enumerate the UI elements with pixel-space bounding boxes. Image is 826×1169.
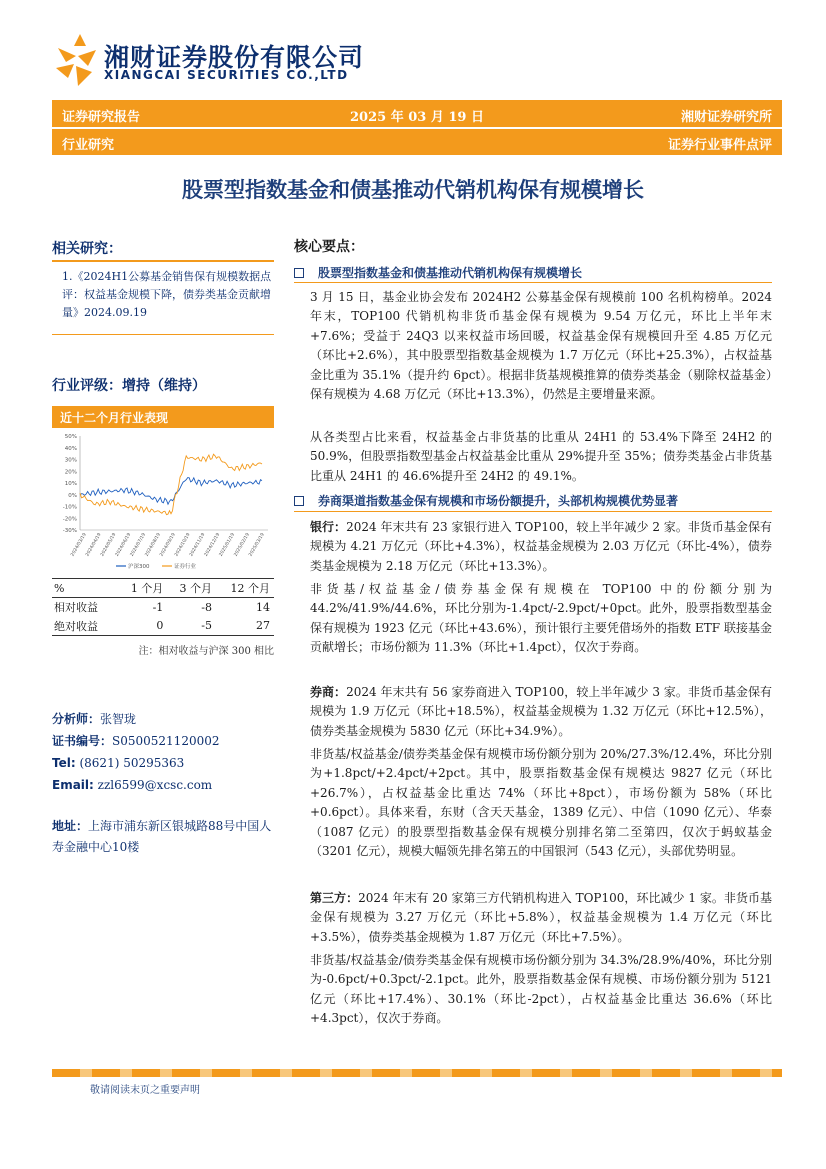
- y-tick-label: -30%: [62, 528, 77, 534]
- analyst-line: [52, 708, 220, 730]
- address-value: 上海市浦东新区银城路88号中国人寿金融中心10楼: [52, 819, 272, 854]
- cert-number: S0500521120002: [112, 734, 220, 748]
- related-research-title: 相关研究：: [52, 241, 122, 257]
- x-tick-label: 2024/11/19: [189, 532, 207, 558]
- disclaimer-note: 敬请阅读末页之重要声明: [90, 1085, 200, 1096]
- table-cell: -8: [201, 600, 212, 614]
- table-note: 注：相对收益与沪深 300 相比: [138, 646, 274, 657]
- core-points-title: 核心要点：: [294, 239, 364, 255]
- y-tick-label: 40%: [64, 445, 77, 452]
- paragraph: 非货基/权益基金/债券类基金保有规模市场份额分别为 20%/27.3%/12.4%，环比分别为+1.8pct/+2.4pct/+2pct。其中，股票指数基金保有规模达 9827 亿元（环比+26.7%），占权益基金比重达 74%（环比+8pct），市场份额为 58%（环比+0.6pct）。具体来看，东财（含天天基金，1389 亿元）、中信（1090 亿元）、华泰（1087 亿元）的股票型指数基金保有规模分别排名第二至第四，仅次于蚂蚁基金（3201 亿元），规模大幅领先排名第五的中国银河（543 亿元），头部优势明显。: [310, 747, 772, 859]
- y-tick-label: 50%: [64, 434, 77, 440]
- x-tick-label: 2024/12/19: [203, 532, 222, 558]
- tel-line: [52, 752, 220, 774]
- x-tick-label: 2024/03/19: [70, 532, 88, 558]
- cert-line: [52, 730, 220, 752]
- table-cell: 0: [119, 617, 168, 636]
- paragraph: [310, 683, 772, 741]
- table-header-cell: 1 个月: [119, 579, 168, 598]
- table-cell: 27: [216, 617, 274, 636]
- x-tick-label: 2024/04/19: [85, 532, 103, 558]
- paragraph: [310, 889, 772, 947]
- legend-label: 沪深300: [128, 564, 150, 570]
- section-heading-text: 股票型指数基金和债基推动代销机构保有规模增长: [318, 266, 583, 280]
- section-heading-text: 券商渠道指数基金保有规模和市场份额提升，头部机构规模优势显著: [318, 494, 679, 508]
- table-cell: -5: [167, 617, 216, 636]
- company-name-en: XIANGCAI SECURITIES CO.,LTD: [104, 68, 349, 82]
- x-tick-label: 2025/03/19: [248, 532, 266, 558]
- x-tick-label: 2024/07/19: [129, 532, 148, 558]
- company-logo-icon: [52, 32, 100, 88]
- table-row: [52, 598, 274, 617]
- x-tick-label: 2024/09/19: [159, 532, 177, 558]
- checkbox-bullet-icon: [294, 268, 304, 278]
- table-cell: 绝对收益: [52, 617, 119, 636]
- contact-info: [52, 708, 220, 796]
- performance-title: 近十二个月行业表现: [52, 406, 274, 428]
- legend-label: 证券行业: [174, 564, 197, 570]
- table-cell: -1: [152, 600, 164, 614]
- category-band: [52, 129, 782, 155]
- x-tick-label: 2024/10/19: [174, 532, 192, 558]
- report-type: 证券研究报告: [62, 110, 141, 125]
- table-row: [52, 617, 274, 636]
- table-header-cell: 12 个月: [216, 579, 274, 598]
- report-title: 股票型指数基金和债基推动代销机构保有规模增长: [182, 178, 644, 202]
- header-band: [52, 100, 782, 127]
- institute-name: 湘财证券研究所: [680, 110, 772, 125]
- y-tick-label: 10%: [64, 481, 77, 487]
- address: [52, 816, 282, 858]
- x-tick-label: 2025/02/19: [233, 532, 251, 558]
- category: 行业研究: [62, 138, 115, 153]
- industry-rating: 行业评级：增持（维持）: [52, 378, 206, 394]
- performance-table: [52, 578, 274, 636]
- analyst-label: 分析师：: [52, 712, 101, 726]
- address-label: 地址：: [52, 819, 89, 833]
- x-tick-label: 2024/06/19: [114, 532, 133, 558]
- x-tick-label: 2025/01/19: [218, 532, 237, 558]
- paragraph-text: 2024 年末共有 23 家银行进入 TOP100，较上半年减少 2 家。非货币基金保有规模为 4.21 万亿元（环比+4.3%），权益基金规模为 2.03 万亿元（环比-4%），债券类基金规模为 2.18 万亿元（环比+13.3%）。: [310, 520, 772, 573]
- cert-label: 证书编号：: [52, 734, 113, 748]
- series-line-2: [80, 454, 262, 515]
- related-research-item: 1.《2024H1公募基金销售保有规模数据点评：权益基金规模下降，债券类基金贡献增量》2024.09.19: [62, 270, 272, 319]
- paragraph: 非货基/权益基金/债券基金保有规模在 TOP100 中的份额分别为 44.2%/41.9%/44.6%，环比分别为-1.4pct/-2.9pct/+0pct。此外，股票指数型基金保有规模为 1923 亿元（环比+43.6%），预计银行主要凭借场外的指数 ETF 联接基金贡献增长；市场份额为 11.3%（环比+1.4pct），仅次于券商。: [310, 582, 772, 655]
- paragraph: 从各类型占比来看，权益基金占非货基的比重从 24H1 的 53.4%下降至 24H2 的 50.9%，但股票指数型基金占权益基金比重从 29%提升至 35%；债券类基金占非货基比重从 24H1 的 46.6%提升至 24H2 的 49.1%。: [310, 430, 772, 483]
- paragraph-lead: 第三方：: [310, 891, 359, 905]
- table-cell: 相对收益: [54, 601, 98, 615]
- y-tick-label: -10%: [62, 504, 77, 511]
- y-tick-label: 0%: [68, 492, 77, 499]
- paragraph: [310, 518, 772, 576]
- checkbox-bullet-icon: [294, 496, 304, 506]
- email-address: zzl6599@xcsc.com: [97, 778, 213, 792]
- paragraph-lead: 券商：: [310, 685, 347, 699]
- table-header-row: [52, 579, 274, 598]
- report-date: 2025 年 03 月 19 日: [350, 110, 484, 125]
- analyst-name: 张智珑: [100, 712, 137, 726]
- paragraph-text: 2024 年末有 20 家第三方代销机构进入 TOP100，环比减少 1 家。非货币基金保有规模为 3.27 万亿元（环比+5.8%），权益基金规模为 1.4 万亿元（环比+3.5%），债券类基金规模为 1.87 万亿元（环比+7.5%）。: [310, 891, 772, 944]
- y-tick-label: 30%: [64, 457, 77, 464]
- table-header-cell: %: [52, 579, 119, 598]
- divider: [52, 334, 274, 335]
- x-tick-label: 2024/05/19: [100, 532, 118, 558]
- x-tick-label: 2024/08/19: [144, 532, 162, 558]
- email-line: [52, 774, 220, 796]
- tel-number: (8621) 50295363: [79, 756, 185, 770]
- table-header-cell: 3 个月: [167, 579, 216, 598]
- tel-label: Tel:: [52, 756, 76, 770]
- table-cell: 14: [256, 600, 270, 614]
- company-name-cn: 湘财证券股份有限公司: [104, 43, 365, 72]
- y-tick-label: -20%: [62, 516, 77, 523]
- y-tick-label: 20%: [64, 469, 77, 476]
- footer-bar: [52, 1069, 782, 1077]
- section-heading-2: [294, 492, 678, 509]
- divider: [294, 511, 772, 512]
- performance-chart: [52, 430, 274, 572]
- divider: [52, 260, 274, 262]
- paragraph-text: 2024 年末共有 56 家券商进入 TOP100，较上半年减少 3 家。非货币基金保有规模为 1.9 万亿元（环比+18.5%），权益基金规模为 1.32 万亿元（环比+12.5%），债券类基金规模为 5830 亿元（环比+34.9%）。: [310, 685, 772, 738]
- section-heading-1: [294, 264, 582, 281]
- paragraph: 3 月 15 日，基金业协会发布 2024H2 公募基金保有规模前 100 名机构榜单。2024 年末，TOP100 代销机构非货币基金保有规模为 9.54 万亿元，环比上半年末+7.6%；受益于 24Q3 以来权益市场回暖，权益基金保有规模回升至 4.85 万亿元（环比+2.6%），其中股票型指数基金规模为 1.7 万亿元（环比+25.3%），占权益基金比重为 35.1%（提升约 6pct）。根据非货基规模推算的债券类基金（剔除权益基金）保有规模为 4.68 万亿元（环比+13.3%），仍然是主要增量来源。: [310, 290, 772, 402]
- paragraph: 非货基/权益基金/债券类基金保有规模市场份额分别为 34.3%/28.9%/40%，环比分别为-0.6pct/+0.3pct/-2.1pct。此外，股票指数基金保有规模、市场份额分别为 5121 亿元（环比+17.4%）、30.1%（环比-2pct），占权益基金比重达 36.6%（环比+4.3pct），仅次于券商。: [310, 953, 772, 1026]
- email-label: Email:: [52, 778, 94, 792]
- subcategory: 证券行业事件点评: [667, 138, 772, 153]
- paragraph-lead: 银行：: [310, 520, 347, 534]
- divider: [294, 282, 772, 283]
